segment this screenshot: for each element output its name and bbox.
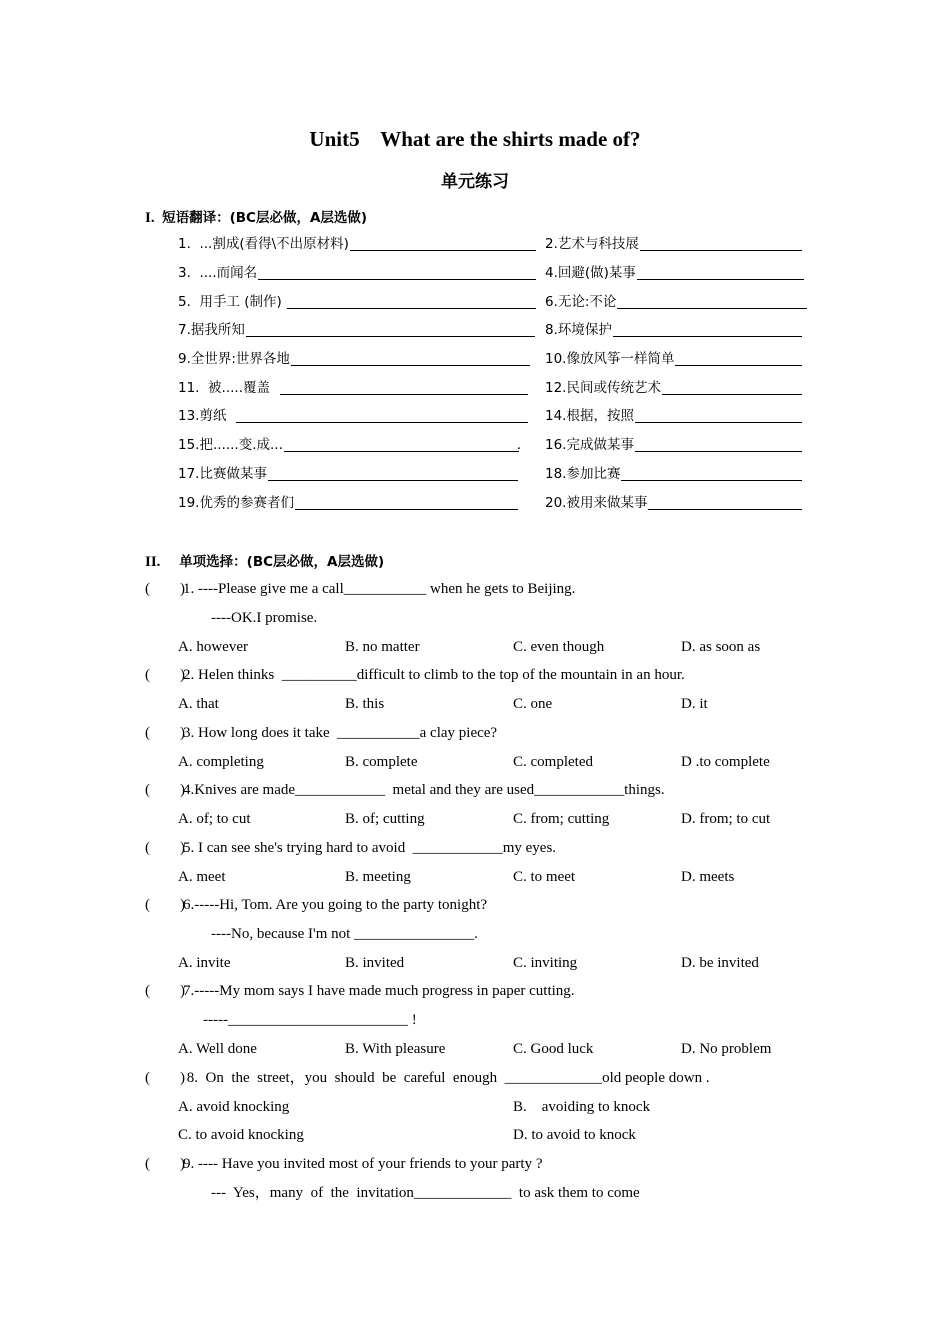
phrase-item: 3. ....而闻名	[178, 262, 536, 284]
option-b[interactable]: B. complete	[345, 754, 418, 770]
question-7-reply: -----________________________ !	[203, 1012, 417, 1028]
answer-blank[interactable]	[268, 480, 518, 481]
answer-blank[interactable]	[617, 308, 807, 309]
answer-paren[interactable]: ( )	[145, 725, 185, 741]
option-a[interactable]: A. Well done	[178, 1041, 257, 1057]
answer-blank[interactable]	[291, 365, 530, 366]
question-9-reply: --- Yes，many of the invitation_____________ to ask them to come	[211, 1185, 640, 1201]
option-c[interactable]: C. one	[513, 696, 553, 712]
question-1: ( )1. ----Please give me a call___________ when he gets to Beijing.	[145, 581, 576, 597]
answer-paren[interactable]: ( )	[145, 897, 185, 913]
phrase-item: 15.把......变.成...	[178, 434, 519, 456]
phrase-item: 18.参加比赛	[545, 463, 802, 485]
answer-blank[interactable]	[662, 394, 802, 395]
answer-blank[interactable]	[280, 394, 528, 395]
option-c[interactable]: C. to avoid knocking	[178, 1127, 304, 1143]
option-c[interactable]: C. Good luck	[513, 1041, 594, 1057]
answer-blank[interactable]	[350, 250, 536, 251]
answer-blank[interactable]	[284, 451, 519, 452]
period-mark: .	[517, 437, 521, 453]
answer-paren[interactable]: ( )	[145, 983, 185, 999]
phrase-item: 5. 用手工 (制作)	[178, 291, 536, 313]
section-1-heading: I. 短语翻译：(BC层必做，A层选做)	[145, 210, 368, 226]
answer-blank[interactable]	[621, 480, 802, 481]
answer-blank[interactable]	[613, 336, 802, 337]
phrase-item: 8.环境保护	[545, 319, 802, 341]
option-d[interactable]: D. meets	[681, 869, 735, 885]
option-c[interactable]: C. completed	[513, 754, 593, 770]
option-d[interactable]: D. to avoid to knock	[513, 1127, 636, 1143]
option-a[interactable]: A. avoid knocking	[178, 1099, 290, 1115]
question-3: ( )3. How long does it take ___________a clay piece?	[145, 725, 498, 741]
phrase-item: 17.比赛做某事	[178, 463, 518, 485]
option-a[interactable]: A. completing	[178, 754, 264, 770]
phrase-item: 14.根据，按照	[545, 405, 802, 427]
phrase-item: 11. 被.....覆盖	[178, 377, 528, 399]
option-c[interactable]: C. even though	[513, 639, 605, 655]
option-b[interactable]: B. invited	[345, 955, 405, 971]
answer-paren[interactable]: ( )	[145, 581, 185, 597]
option-c[interactable]: C. to meet	[513, 869, 576, 885]
answer-blank[interactable]	[635, 422, 802, 423]
answer-blank[interactable]	[648, 509, 802, 510]
option-b[interactable]: B. no matter	[345, 639, 420, 655]
question-9: ( )9. ---- Have you invited most of your friends to your party ?	[145, 1156, 543, 1172]
page-subtitle: 单元练习	[441, 172, 509, 192]
option-d[interactable]: D. be invited	[681, 955, 759, 971]
option-d[interactable]: D. No problem	[681, 1041, 772, 1057]
option-b[interactable]: B. avoiding to knock	[513, 1099, 651, 1115]
answer-blank[interactable]	[236, 422, 528, 423]
phrase-item: 2.艺术与科技展	[545, 233, 802, 255]
answer-paren[interactable]: ( )	[145, 1070, 185, 1086]
option-a[interactable]: A. invite	[178, 955, 231, 971]
answer-blank[interactable]	[258, 279, 536, 280]
phrase-item: 4.回避(做)某事	[545, 262, 804, 284]
phrase-item: 9.全世界:世界各地	[178, 348, 530, 370]
answer-blank[interactable]	[675, 365, 802, 366]
answer-blank[interactable]	[637, 279, 804, 280]
answer-paren[interactable]: ( )	[145, 782, 185, 798]
option-b[interactable]: B. meeting	[345, 869, 411, 885]
page-title: Unit5 What are the shirts made of?	[309, 127, 641, 151]
answer-blank[interactable]	[640, 250, 802, 251]
answer-paren[interactable]: ( )	[145, 840, 185, 856]
option-b[interactable]: B. With pleasure	[345, 1041, 446, 1057]
option-a[interactable]: A. meet	[178, 869, 226, 885]
option-a[interactable]: A. of; to cut	[178, 811, 251, 827]
answer-blank[interactable]	[295, 509, 518, 510]
option-d[interactable]: D. it	[681, 696, 708, 712]
phrase-item: 6.无论:不论	[545, 291, 807, 313]
option-b[interactable]: B. of; cutting	[345, 811, 425, 827]
question-2: ( )2. Helen thinks __________difficult to climb to the top of the mountain in an hour.	[145, 667, 685, 683]
question-8: ( ) 8. On the street，you should be careful enough _____________old people down .	[145, 1070, 710, 1086]
phrase-item: 20.被用来做某事	[545, 492, 802, 514]
option-d[interactable]: D .to complete	[681, 754, 770, 770]
option-d[interactable]: D. as soon as	[681, 639, 761, 655]
answer-blank[interactable]	[246, 336, 535, 337]
question-6-reply: ----No, because I'm not ________________.	[211, 926, 478, 942]
option-d[interactable]: D. from; to cut	[681, 811, 771, 827]
phrase-item: 10.像放风筝一样简单	[545, 348, 802, 370]
phrase-item: 1. ...割成(看得\不出原材料)	[178, 233, 536, 255]
phrase-item: 7.据我所知	[178, 319, 535, 341]
question-1-reply: ----OK.I promise.	[211, 610, 318, 626]
question-5: ( )5. I can see she's trying hard to avoid ____________my eyes.	[145, 840, 557, 856]
option-c[interactable]: C. inviting	[513, 955, 578, 971]
question-4: ( )4.Knives are made____________ metal and they are used____________things.	[145, 782, 665, 798]
option-b[interactable]: B. this	[345, 696, 385, 712]
question-7: ( )7.-----My mom says I have made much progress in paper cutting.	[145, 983, 575, 999]
phrase-item: 16.完成做某事	[545, 434, 802, 456]
phrase-item: 12.民间或传统艺术	[545, 377, 802, 399]
answer-paren[interactable]: ( )	[145, 1156, 185, 1172]
option-a[interactable]: A. that	[178, 696, 219, 712]
section-2-heading: II. 单项选择：(BC层必做，A层选做)	[145, 554, 385, 570]
question-6: ( )6.-----Hi, Tom. Are you going to the party tonight?	[145, 897, 488, 913]
answer-paren[interactable]: ( )	[145, 667, 185, 683]
answer-blank[interactable]	[635, 451, 802, 452]
phrase-item: 13.剪纸	[178, 405, 528, 427]
phrase-item: 19.优秀的参赛者们	[178, 492, 518, 514]
option-c[interactable]: C. from; cutting	[513, 811, 610, 827]
option-a[interactable]: A. however	[178, 639, 248, 655]
answer-blank[interactable]	[287, 308, 536, 309]
